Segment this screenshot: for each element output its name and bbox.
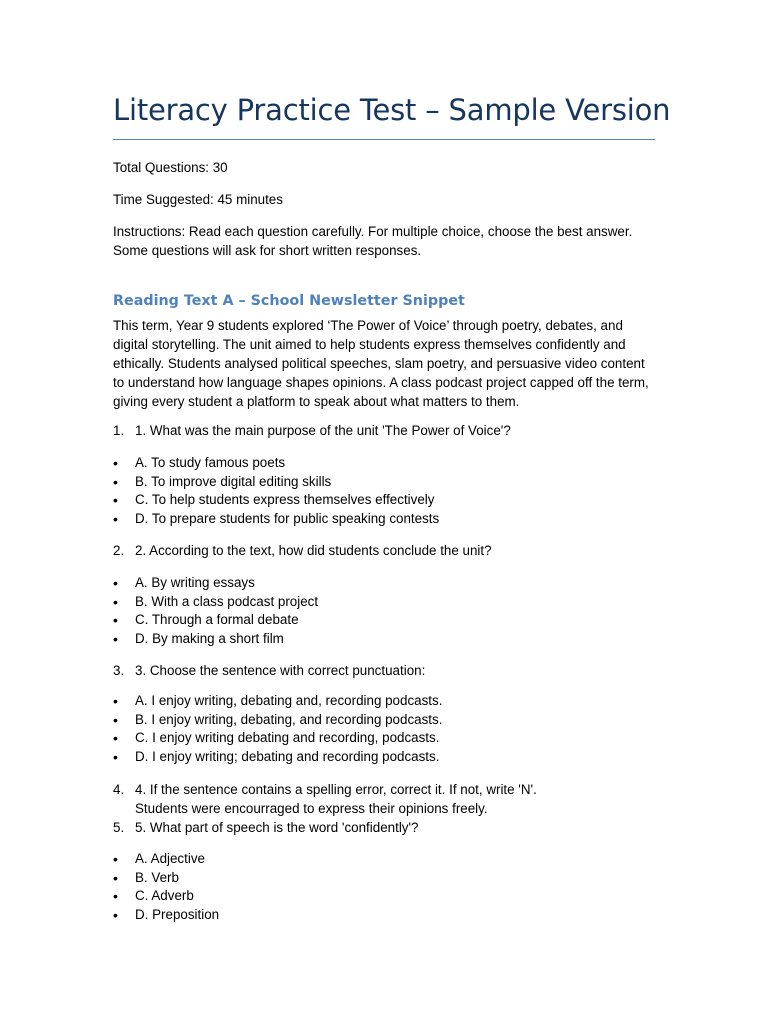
time-suggested: Time Suggested: 45 minutes	[113, 192, 283, 207]
page-title: Literacy Practice Test – Sample Version	[113, 93, 671, 127]
question-text: 5. What part of speech is the word 'confidently'?	[135, 820, 419, 835]
instructions: Instructions: Read each question carefully. For multiple choice, choose the best answer. Some questions will ask for short written responses.	[113, 224, 633, 258]
bullet-icon: •	[113, 869, 118, 886]
title-underline	[113, 139, 655, 140]
option-text: A. I enjoy writing, debating and, recording podcasts.	[135, 693, 443, 708]
question-number: 4.	[113, 782, 125, 797]
option-text: D. To prepare students for public speaking contests	[135, 511, 440, 527]
option-text: B. Verb	[135, 869, 179, 885]
option-text: A. Adjective	[135, 851, 205, 866]
question-number: 2.	[113, 543, 125, 558]
question-text: 2. According to the text, how did students conclude the unit?	[135, 543, 492, 558]
bullet-icon: •	[113, 593, 118, 610]
bullet-icon: •	[113, 473, 118, 490]
bullet-icon: •	[113, 575, 118, 591]
option-text: B. With a class podcast project	[135, 593, 319, 609]
question-text: 1. What was the main purpose of the unit 'The Power of Voice'?	[135, 423, 511, 438]
reading-text-heading: Reading Text A – School Newsletter Snippet	[113, 293, 465, 309]
bullet-icon: •	[113, 888, 118, 905]
bullet-icon: •	[113, 492, 118, 509]
option-text: D. I enjoy writing; debating and recording podcasts.	[135, 749, 440, 765]
bullet-icon: •	[113, 612, 118, 629]
option-text: B. To improve digital editing skills	[135, 473, 332, 489]
bullet-icon: •	[113, 711, 118, 728]
question-number: 1.	[113, 423, 125, 438]
option-text: C. Through a formal debate	[135, 612, 299, 628]
question-number: 5.	[113, 820, 125, 835]
option-text: C. Adverb	[135, 888, 194, 904]
question-sentence: Students were encourraged to express their opinions freely.	[135, 800, 488, 816]
question-number: 3.	[113, 663, 125, 678]
bullet-icon: •	[113, 907, 118, 924]
option-text: C. I enjoy writing debating and recording, podcasts.	[135, 730, 440, 746]
option-text: B. I enjoy writing, debating, and recording podcasts.	[135, 711, 443, 727]
bullet-icon: •	[113, 693, 118, 709]
bullet-icon: •	[113, 730, 118, 747]
option-text: D. Preposition	[135, 907, 220, 923]
bullet-icon: •	[113, 631, 118, 648]
bullet-icon: •	[113, 511, 118, 528]
question-text: 3. Choose the sentence with correct punctuation:	[135, 663, 426, 678]
option-text: A. To study famous poets	[135, 455, 286, 470]
bullet-icon: •	[113, 455, 118, 471]
option-text: A. By writing essays	[135, 575, 255, 590]
option-text: D. By making a short film	[135, 631, 284, 647]
reading-text-body: This term, Year 9 students explored ‘The Power of Voice’ through poetry, debates, and digital storytelling. The unit aimed to help students express themselves confidently and ethically. Students analysed political speeches, slam poetry, and persuasive video content to understand how language shapes opinions. A class podcast project capped off the term, giving every student a platform to speak about what matters to them.	[113, 318, 649, 409]
question-text: 4. If the sentence contains a spelling error, correct it. If not, write 'N'.	[135, 782, 537, 797]
option-text: C. To help students express themselves effectively	[135, 492, 435, 508]
total-questions: Total Questions: 30	[113, 160, 228, 175]
bullet-icon: •	[113, 851, 118, 867]
bullet-icon: •	[113, 749, 118, 766]
